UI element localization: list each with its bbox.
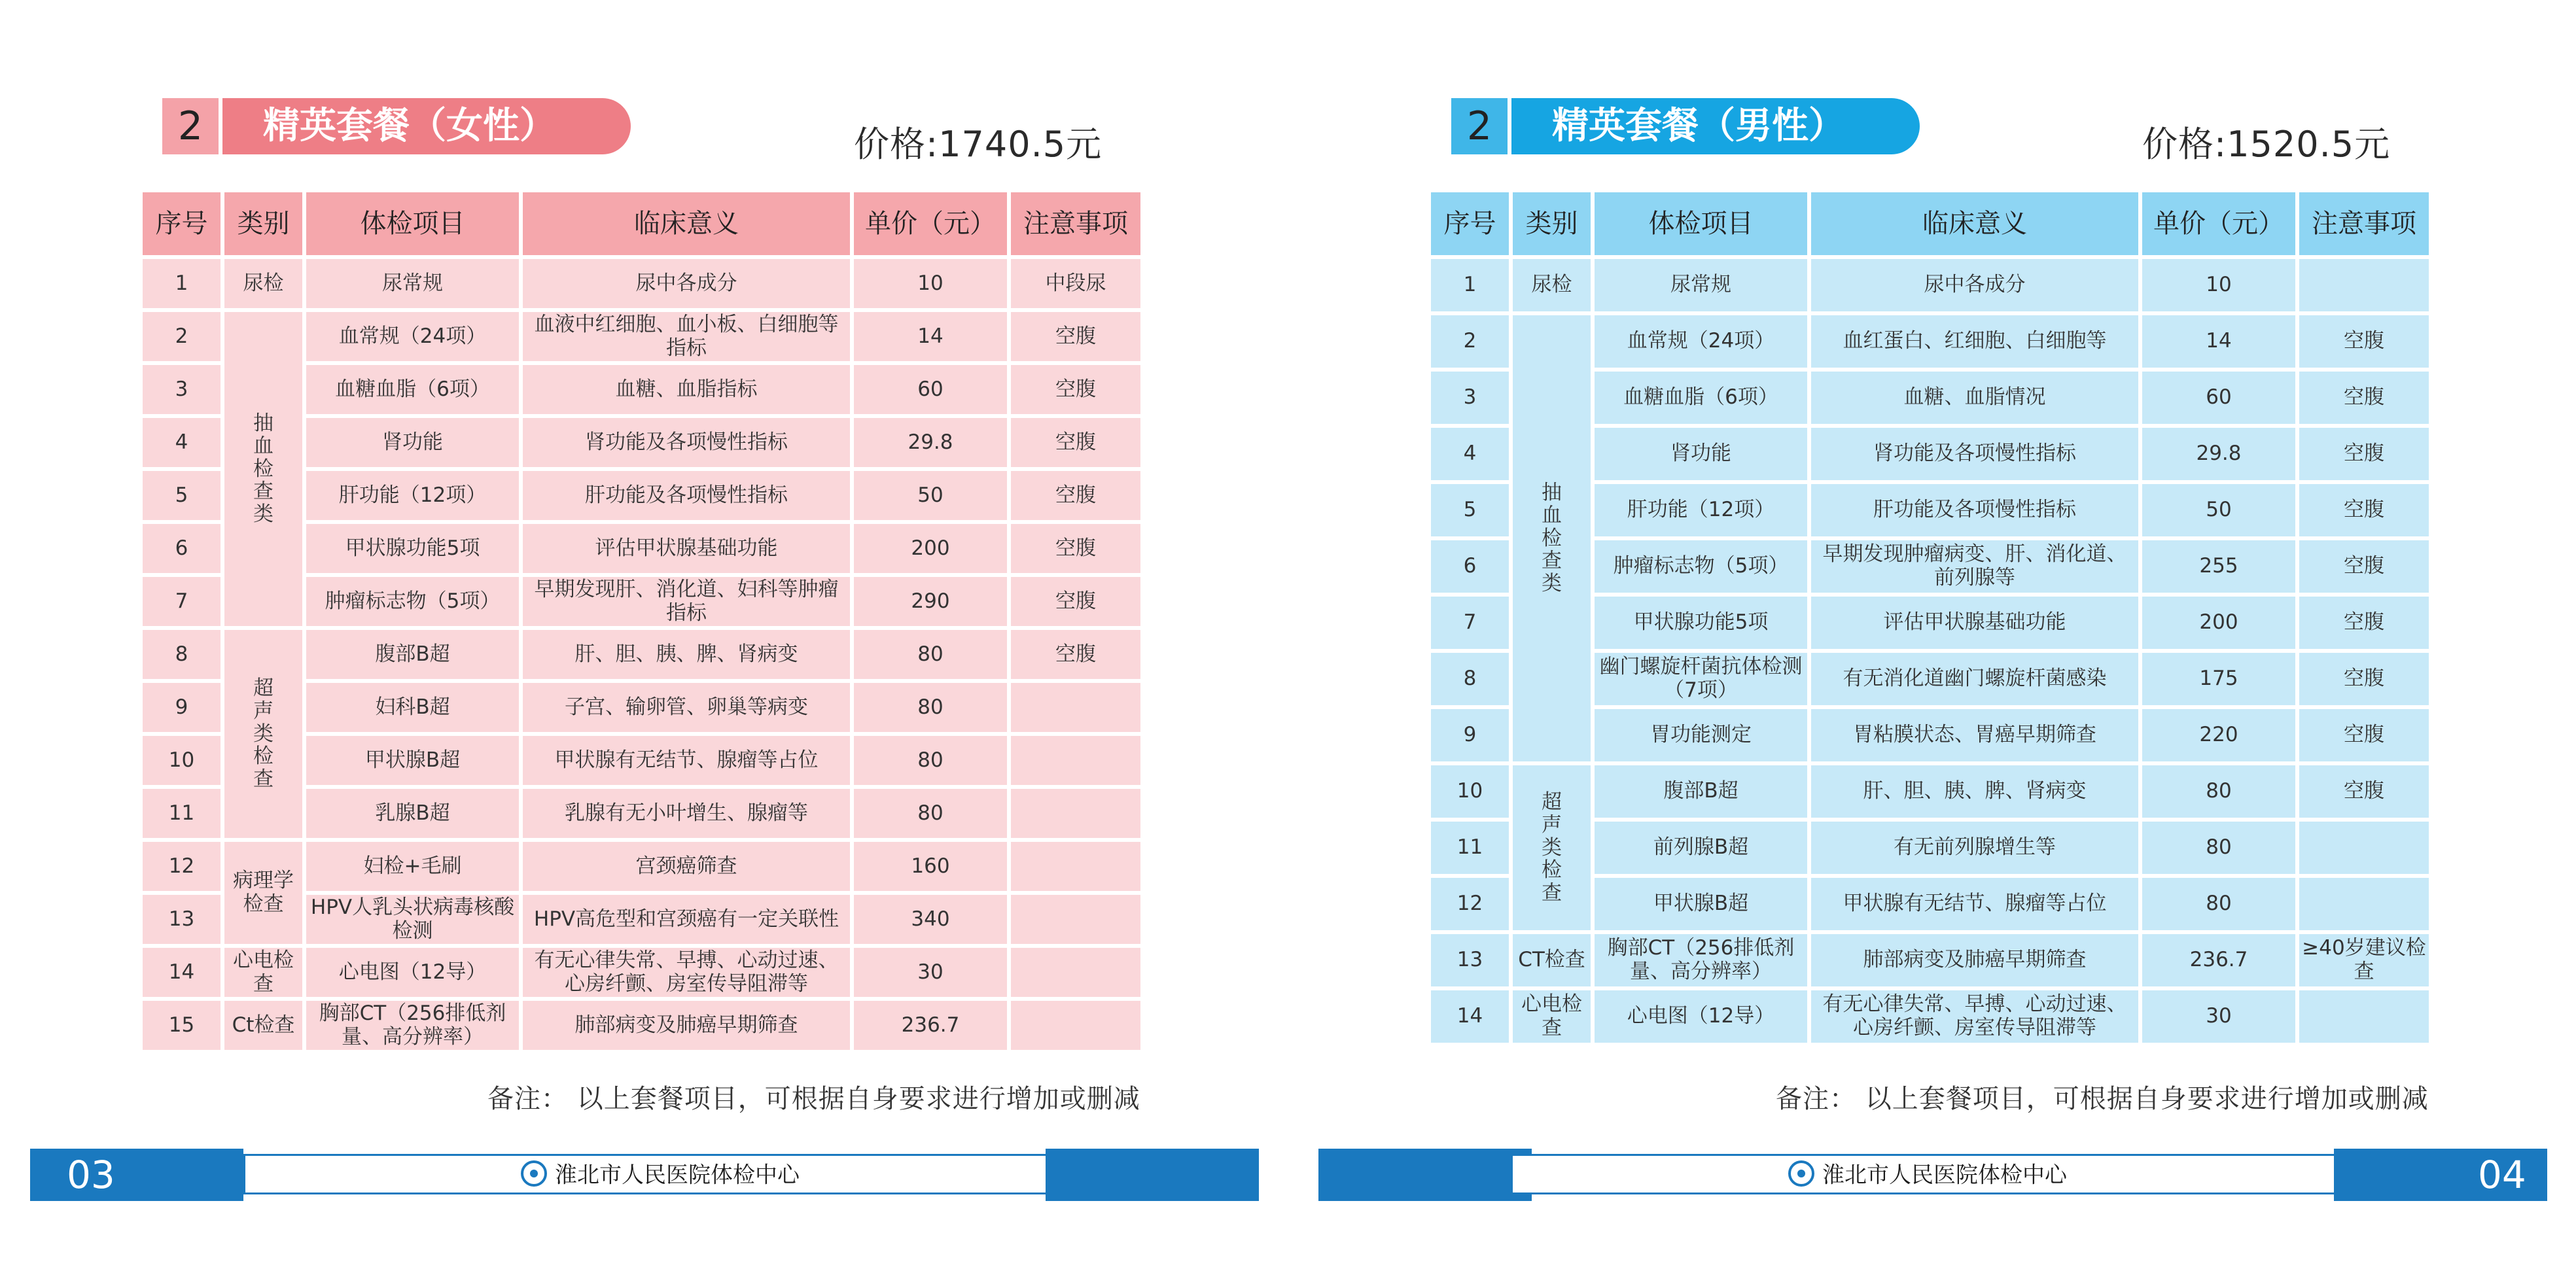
cell-item: 妇检+毛刷	[306, 842, 519, 891]
cell-item: 甲状腺功能5项	[306, 524, 519, 573]
header-category: 类别	[224, 192, 302, 255]
cell-meaning: 肺部病变及肺癌早期筛查	[1811, 934, 2138, 986]
right-page	[1288, 0, 2576, 1288]
cell-category: 抽血检查类	[224, 312, 302, 626]
table-header-row	[1431, 192, 2429, 255]
cell-item: 妇科B超	[306, 683, 519, 732]
cell-item: 甲状腺功能5项	[1595, 597, 1807, 649]
footer-hospital	[1511, 1154, 2344, 1194]
cell-category: 心电检查	[1513, 990, 1591, 1043]
cell-meaning: 肾功能及各项慢性指标	[1811, 428, 2138, 480]
cell-meaning: 乳腺有无小叶增生、腺瘤等	[523, 789, 850, 838]
cell-price: 236.7	[2142, 934, 2295, 986]
cell-price: 29.8	[854, 418, 1007, 467]
package-price: 价格:1740.5元	[854, 124, 1103, 165]
header-note: 注意事项	[2299, 192, 2429, 255]
cell-meaning: 血糖、血脂指标	[523, 365, 850, 414]
cell-item: 尿常规	[306, 259, 519, 308]
cell-item: 心电图（12导）	[306, 948, 519, 997]
cell-no: 11	[143, 789, 221, 838]
header-item: 体检项目	[306, 192, 519, 255]
cell-meaning: 评估甲状腺基础功能	[523, 524, 850, 573]
cell-note	[1011, 683, 1140, 732]
cell-meaning: 血液中红细胞、血小板、白细胞等指标	[523, 312, 850, 361]
cell-note	[1011, 736, 1140, 785]
header-price: 单价（元）	[2142, 192, 2295, 255]
package-title: 精英套餐（女性）	[222, 98, 631, 154]
cell-item: HPV人乳头状病毒核酸检测	[306, 895, 519, 944]
cell-meaning: 子宫、输卵管、卵巢等病变	[523, 683, 850, 732]
cell-note: 空腹	[1011, 365, 1140, 414]
remark: 备注： 以上套餐项目，可根据自身要求进行增加或删减	[487, 1084, 1140, 1114]
footer-hospital	[243, 1154, 1077, 1194]
header-note: 注意事项	[1011, 192, 1140, 255]
table-row	[143, 259, 1140, 308]
hospital-logo-icon	[1788, 1160, 1814, 1187]
cell-category: 心电检查	[224, 948, 302, 997]
cell-no: 12	[143, 842, 221, 891]
cell-note: 空腹	[1011, 471, 1140, 520]
table-row	[1431, 765, 2429, 818]
cell-price: 80	[2142, 878, 2295, 930]
cell-price: 160	[854, 842, 1007, 891]
cell-note	[1011, 948, 1140, 997]
cell-meaning: 评估甲状腺基础功能	[1811, 597, 2138, 649]
cell-item: 血常规（24项）	[306, 312, 519, 361]
cell-meaning: 早期发现肝、消化道、妇科等肿瘤指标	[523, 577, 850, 626]
cell-note: 空腹	[2299, 484, 2429, 536]
table-row	[1431, 315, 2429, 368]
cell-price: 200	[2142, 597, 2295, 649]
cell-no: 11	[1431, 822, 1509, 874]
header-no: 序号	[143, 192, 221, 255]
cell-price: 80	[2142, 765, 2295, 818]
footer	[30, 1149, 1259, 1201]
cell-item: 幽门螺旋杆菌抗体检测（7项）	[1595, 653, 1807, 705]
package-price: 价格:1520.5元	[2142, 124, 2391, 165]
cell-item: 血糖血脂（6项）	[306, 365, 519, 414]
cell-no: 2	[1431, 315, 1509, 368]
cell-price: 50	[854, 471, 1007, 520]
cell-price: 29.8	[2142, 428, 2295, 480]
cell-category: 尿检	[224, 259, 302, 308]
remark: 备注： 以上套餐项目，可根据自身要求进行增加或删减	[1776, 1084, 2429, 1114]
cell-meaning: 尿中各成分	[523, 259, 850, 308]
cell-no: 10	[143, 736, 221, 785]
cell-item: 前列腺B超	[1595, 822, 1807, 874]
cell-price: 30	[854, 948, 1007, 997]
cell-price: 50	[2142, 484, 2295, 536]
cell-note: 空腹	[2299, 709, 2429, 761]
cell-note	[2299, 878, 2429, 930]
cell-item: 尿常规	[1595, 259, 1807, 311]
cell-no: 1	[1431, 259, 1509, 311]
cell-note: 空腹	[2299, 315, 2429, 368]
cell-note: 空腹	[2299, 765, 2429, 818]
cell-meaning: 肾功能及各项慢性指标	[523, 418, 850, 467]
cell-no: 7	[1431, 597, 1509, 649]
footer-text: 淮北市人民医院体检中心	[1822, 1162, 2067, 1189]
cell-price: 236.7	[854, 1001, 1007, 1050]
cell-no: 12	[1431, 878, 1509, 930]
cell-price: 60	[854, 365, 1007, 414]
cell-category: 尿检	[1513, 259, 1591, 311]
cell-note: ≥40岁建议检查	[2299, 934, 2429, 986]
cell-item: 肿瘤标志物（5项）	[306, 577, 519, 626]
cell-note: 空腹	[1011, 418, 1140, 467]
cell-price: 30	[2142, 990, 2295, 1043]
cell-no: 13	[1431, 934, 1509, 986]
package-title-bar	[162, 98, 633, 154]
header-meaning: 临床意义	[523, 192, 850, 255]
table-row	[143, 948, 1140, 997]
cell-price: 255	[2142, 540, 2295, 593]
cell-item: 血糖血脂（6项）	[1595, 372, 1807, 424]
cell-item: 甲状腺B超	[1595, 878, 1807, 930]
cell-price: 14	[2142, 315, 2295, 368]
cell-no: 4	[143, 418, 221, 467]
cell-no: 14	[143, 948, 221, 997]
cell-price: 175	[2142, 653, 2295, 705]
cell-meaning: 有无前列腺增生等	[1811, 822, 2138, 874]
cell-price: 200	[854, 524, 1007, 573]
cell-meaning: 甲状腺有无结节、腺瘤等占位	[523, 736, 850, 785]
cell-item: 乳腺B超	[306, 789, 519, 838]
cell-note	[2299, 822, 2429, 874]
cell-note	[2299, 259, 2429, 311]
cell-item: 心电图（12导）	[1595, 990, 1807, 1043]
cell-no: 5	[143, 471, 221, 520]
package-title-bar	[1451, 98, 1922, 154]
cell-item: 肾功能	[1595, 428, 1807, 480]
package-number: 2	[1451, 98, 1508, 154]
cell-meaning: 有无心律失常、早搏、心动过速、心房纤颤、房室传导阻滞等	[523, 948, 850, 997]
cell-item: 胸部CT（256排低剂量、高分辨率）	[1595, 934, 1807, 986]
cell-category: 超声类检查	[224, 630, 302, 838]
cell-note: 空腹	[2299, 653, 2429, 705]
cell-category: 病理学检查	[224, 842, 302, 944]
cell-item: 肝功能（12项）	[1595, 484, 1807, 536]
cell-meaning: 血糖、血脂情况	[1811, 372, 2138, 424]
cell-item: 胸部CT（256排低剂量、高分辨率）	[306, 1001, 519, 1050]
page-number: 04	[2478, 1153, 2526, 1197]
cell-price: 80	[854, 630, 1007, 679]
cell-price: 80	[2142, 822, 2295, 874]
cell-meaning: 早期发现肿瘤病变、肝、消化道、前列腺等	[1811, 540, 2138, 593]
cell-no: 7	[143, 577, 221, 626]
cell-category: Ct检查	[224, 1001, 302, 1050]
hospital-logo-icon	[521, 1160, 547, 1187]
cell-item: 腹部B超	[1595, 765, 1807, 818]
page-number: 03	[67, 1153, 115, 1197]
cell-price: 60	[2142, 372, 2295, 424]
cell-item: 血常规（24项）	[1595, 315, 1807, 368]
table-row	[143, 842, 1140, 891]
cell-note	[1011, 895, 1140, 944]
cell-note: 空腹	[1011, 524, 1140, 573]
package-number: 2	[162, 98, 219, 154]
cell-meaning: 有无消化道幽门螺旋杆菌感染	[1811, 653, 2138, 705]
cell-no: 6	[1431, 540, 1509, 593]
cell-meaning: 肝、胆、胰、脾、肾病变	[1811, 765, 2138, 818]
cell-no: 9	[1431, 709, 1509, 761]
cell-meaning: 甲状腺有无结节、腺瘤等占位	[1811, 878, 2138, 930]
cell-item: 肾功能	[306, 418, 519, 467]
header-meaning: 临床意义	[1811, 192, 2138, 255]
cell-price: 14	[854, 312, 1007, 361]
cell-no: 3	[143, 365, 221, 414]
cell-item: 腹部B超	[306, 630, 519, 679]
cell-item: 肝功能（12项）	[306, 471, 519, 520]
cell-meaning: 肝功能及各项慢性指标	[1811, 484, 2138, 536]
cell-note: 空腹	[2299, 540, 2429, 593]
cell-meaning: 肝功能及各项慢性指标	[523, 471, 850, 520]
cell-price: 290	[854, 577, 1007, 626]
header-category: 类别	[1513, 192, 1591, 255]
cell-meaning: 肝、胆、胰、脾、肾病变	[523, 630, 850, 679]
package-table	[139, 188, 1144, 1054]
cell-meaning: 胃粘膜状态、胃癌早期筛查	[1811, 709, 2138, 761]
header-item: 体检项目	[1595, 192, 1807, 255]
header-no: 序号	[1431, 192, 1509, 255]
cell-category: 超声类检查	[1513, 765, 1591, 930]
cell-note: 空腹	[1011, 577, 1140, 626]
table-row	[1431, 259, 2429, 311]
cell-note	[1011, 1001, 1140, 1050]
cell-note	[1011, 842, 1140, 891]
cell-note: 空腹	[1011, 630, 1140, 679]
cell-note: 空腹	[2299, 428, 2429, 480]
cell-note	[1011, 789, 1140, 838]
cell-no: 8	[143, 630, 221, 679]
cell-no: 1	[143, 259, 221, 308]
package-title: 精英套餐（男性）	[1511, 98, 1920, 154]
cell-category: 抽血检查类	[1513, 315, 1591, 761]
cell-price: 10	[854, 259, 1007, 308]
cell-no: 4	[1431, 428, 1509, 480]
cell-note: 空腹	[2299, 597, 2429, 649]
cell-item: 甲状腺B超	[306, 736, 519, 785]
cell-price: 340	[854, 895, 1007, 944]
cell-note: 空腹	[1011, 312, 1140, 361]
cell-price: 80	[854, 683, 1007, 732]
table-row	[1431, 934, 2429, 986]
cell-item: 肿瘤标志物（5项）	[1595, 540, 1807, 593]
cell-meaning: 血红蛋白、红细胞、白细胞等	[1811, 315, 2138, 368]
footer	[1318, 1149, 2547, 1201]
cell-note: 空腹	[2299, 372, 2429, 424]
header-price: 单价（元）	[854, 192, 1007, 255]
cell-no: 14	[1431, 990, 1509, 1043]
cell-price: 10	[2142, 259, 2295, 311]
package-table	[1427, 188, 2433, 1047]
cell-no: 5	[1431, 484, 1509, 536]
table-row	[143, 630, 1140, 679]
cell-price: 220	[2142, 709, 2295, 761]
cell-no: 3	[1431, 372, 1509, 424]
cell-no: 2	[143, 312, 221, 361]
cell-meaning: 宫颈癌筛查	[523, 842, 850, 891]
cell-price: 80	[854, 789, 1007, 838]
cell-category: CT检查	[1513, 934, 1591, 986]
cell-item: 胃功能测定	[1595, 709, 1807, 761]
cell-no: 10	[1431, 765, 1509, 818]
cell-no: 8	[1431, 653, 1509, 705]
cell-no: 13	[143, 895, 221, 944]
footer-text: 淮北市人民医院体检中心	[555, 1162, 800, 1189]
cell-note	[2299, 990, 2429, 1043]
table-row	[143, 312, 1140, 361]
table-row	[143, 1001, 1140, 1050]
cell-price: 80	[854, 736, 1007, 785]
table-row	[1431, 990, 2429, 1043]
table-header-row	[143, 192, 1140, 255]
cell-no: 6	[143, 524, 221, 573]
cell-meaning: 肺部病变及肺癌早期筛查	[523, 1001, 850, 1050]
cell-meaning: 有无心律失常、早搏、心动过速、心房纤颤、房室传导阻滞等	[1811, 990, 2138, 1043]
cell-meaning: HPV高危型和宫颈癌有一定关联性	[523, 895, 850, 944]
cell-no: 15	[143, 1001, 221, 1050]
cell-no: 9	[143, 683, 221, 732]
cell-meaning: 尿中各成分	[1811, 259, 2138, 311]
cell-note: 中段尿	[1011, 259, 1140, 308]
